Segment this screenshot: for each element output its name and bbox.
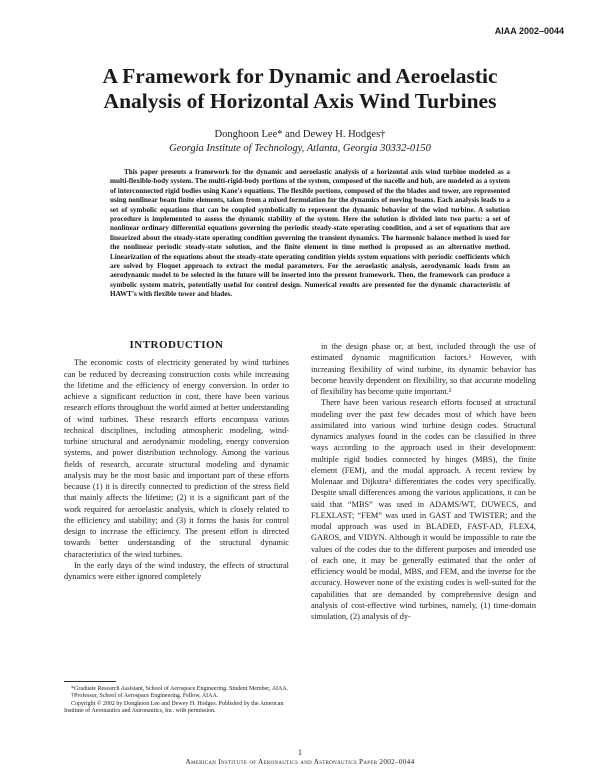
running-footer: American Institute of Aeronautics and Astronautics Paper 2002–0044 [185,758,415,766]
footnote-1: *Graduate Research Assistant, School of Aerospace Engineering. Student Member, AIAA. [71,686,289,692]
section-heading-introduction: INTRODUCTION [129,339,224,351]
paper-title [40,64,560,114]
footnote-divider [64,681,116,682]
title-line-1: A Framework for Dynamic and Aeroelastic [102,64,498,88]
copyright-notice: Copyright © 2002 by Donghoon Lee and Dewey H. Hodges. Published by the American Institute of Aeronautics and Astronautics, Inc. with permission. [64,700,284,715]
page-number: 1 [298,748,302,757]
author-affiliation: Georgia Institute of Technology, Atlanta, Georgia 30332-0150 [169,143,431,154]
paper-id: AIAA 2002–0044 [494,26,564,36]
footnotes [64,686,289,716]
body-paragraph: In the early days of the wind industry, the effects of structural dynamics were either ignored completely [64,560,289,581]
body-paragraph: There have been various research efforts focused at structural modeling over the past few decades most of which have been assimilated into various wind turbine design codes. Structural dynamics analyses found in the codes can be classified in three ways according to the approach used in their development: multiple rigid bodies connected by hinges (MBS), the finite element (FEM), and the modal approach. A recent review by Molenaar and Dijkstra³ differentiates the codes very specifically. Despite small differences among the various applications, it can be said that “MBS” was used in ADAMS/WT, DUWECS, and FLEXLAST; “FEM” was used in GAST and TWISTER; and the modal approach was used in BLADED, FAST-AD, FLEX4, GAROS, and VIDYN. Although it would be impossible to rate the values of the codes due to the different purposes and intended use of each one, it may be generally estimated that the order of efficiency would be modal, MBS, and FEM, and the inverse for the accuracy. However none of the existing codes is well-suited for the capabilities that are demanded by comprehensive design and analysis of cost-effective wind turbines, namely, (1) time-domain simulation, (2) analysis of dy- [311,398,536,621]
abstract: This paper presents a framework for the dynamic and aeroelastic analysis of a horizontal axis wind turbine modeled as a multi-flexible-body system. The multi-rigid-body portions of the system, composed of the nacelle and hub, are modeled as a system of interconnected rigid bodies using Kane's equations. The flexible portions, composed of the the blades and tower, are represented using nonlinear beam finite elements, taken from a mixed formulation for the dynamics of moving beams. Each analysis leads to a set of symbolic equations that can be coupled symbolically to represent the dynamic behavior of the wind turbine. A solution procedure is implemented to assess the dynamic stability of the system. Here the solution is divided into two parts: a set of nonlinear ordinary differential equations governing the periodic steady-state operating condition, and a set of equations that are linearized about the steady-state operating condition governing the transient dynamics. The harmonic balance method is used for the nonlinear periodic steady-state solution, and the finite element in time method is proposed as an alternative method. Linearization of the equations about the steady-state operating condition yields system equations with periodic coefficients which are solved by Floquet approach to extract the modal parameters. For the aeroelastic analysis, aerodynamic loads from an aerodynamic model to be selected in the future will be inserted into the present framework. Then, the framework can produce a symbolic system matrix, potentially useful for control design. Numerical results are presented for the dynamic characteristic of HAWT's with flexible tower and blades. [110,168,510,299]
body-paragraph: The economic costs of electricity generated by wind turbines can be reduced by decreasing construction costs while increasing the lifetime and the efficiency of energy conversion. In order to achieve a significant reduction in cost, there have been various research efforts throughout the world aimed at better understanding of wind turbines. These research efforts encompass various technical disciplines, including atmospheric modeling, wind-turbine structural and aerodynamic modeling, energy conversion systems, and power distribution technology. Among the various fields of research, accurate structural modeling and dynamic analysis may be the most basic and important part of these efforts because (1) it is directly connected to prediction of the stress field that mainly affects the lifetime; (2) it is a significant part of the work required for aeroelastic analysis, which is closely related to the efficiency and stability; and (3) it forms the basis for control design to increase the efficiency. The present effort is directed towards better understanding of the structural dynamic characteristics of the wind turbines. [64,358,289,559]
right-column [311,341,536,622]
author-block [40,128,560,156]
footnote-2: †Professor, School of Aerospace Engineering. Fellow, AIAA. [71,693,219,700]
body-paragraph: in the design phase or, at best, included through the use of estimated dynamic magnification factors.¹ However, with increasing flexibility of wind turbine, its dynamic behavior has become heavily dependent on flexibility, so that accurate modeling of flexibility has become quite important.² [311,342,536,396]
left-column [64,340,289,582]
title-line-2: Analysis of Horizontal Axis Wind Turbines [103,89,497,113]
author-names: Donghoon Lee* and Dewey H. Hodges† [214,129,386,140]
